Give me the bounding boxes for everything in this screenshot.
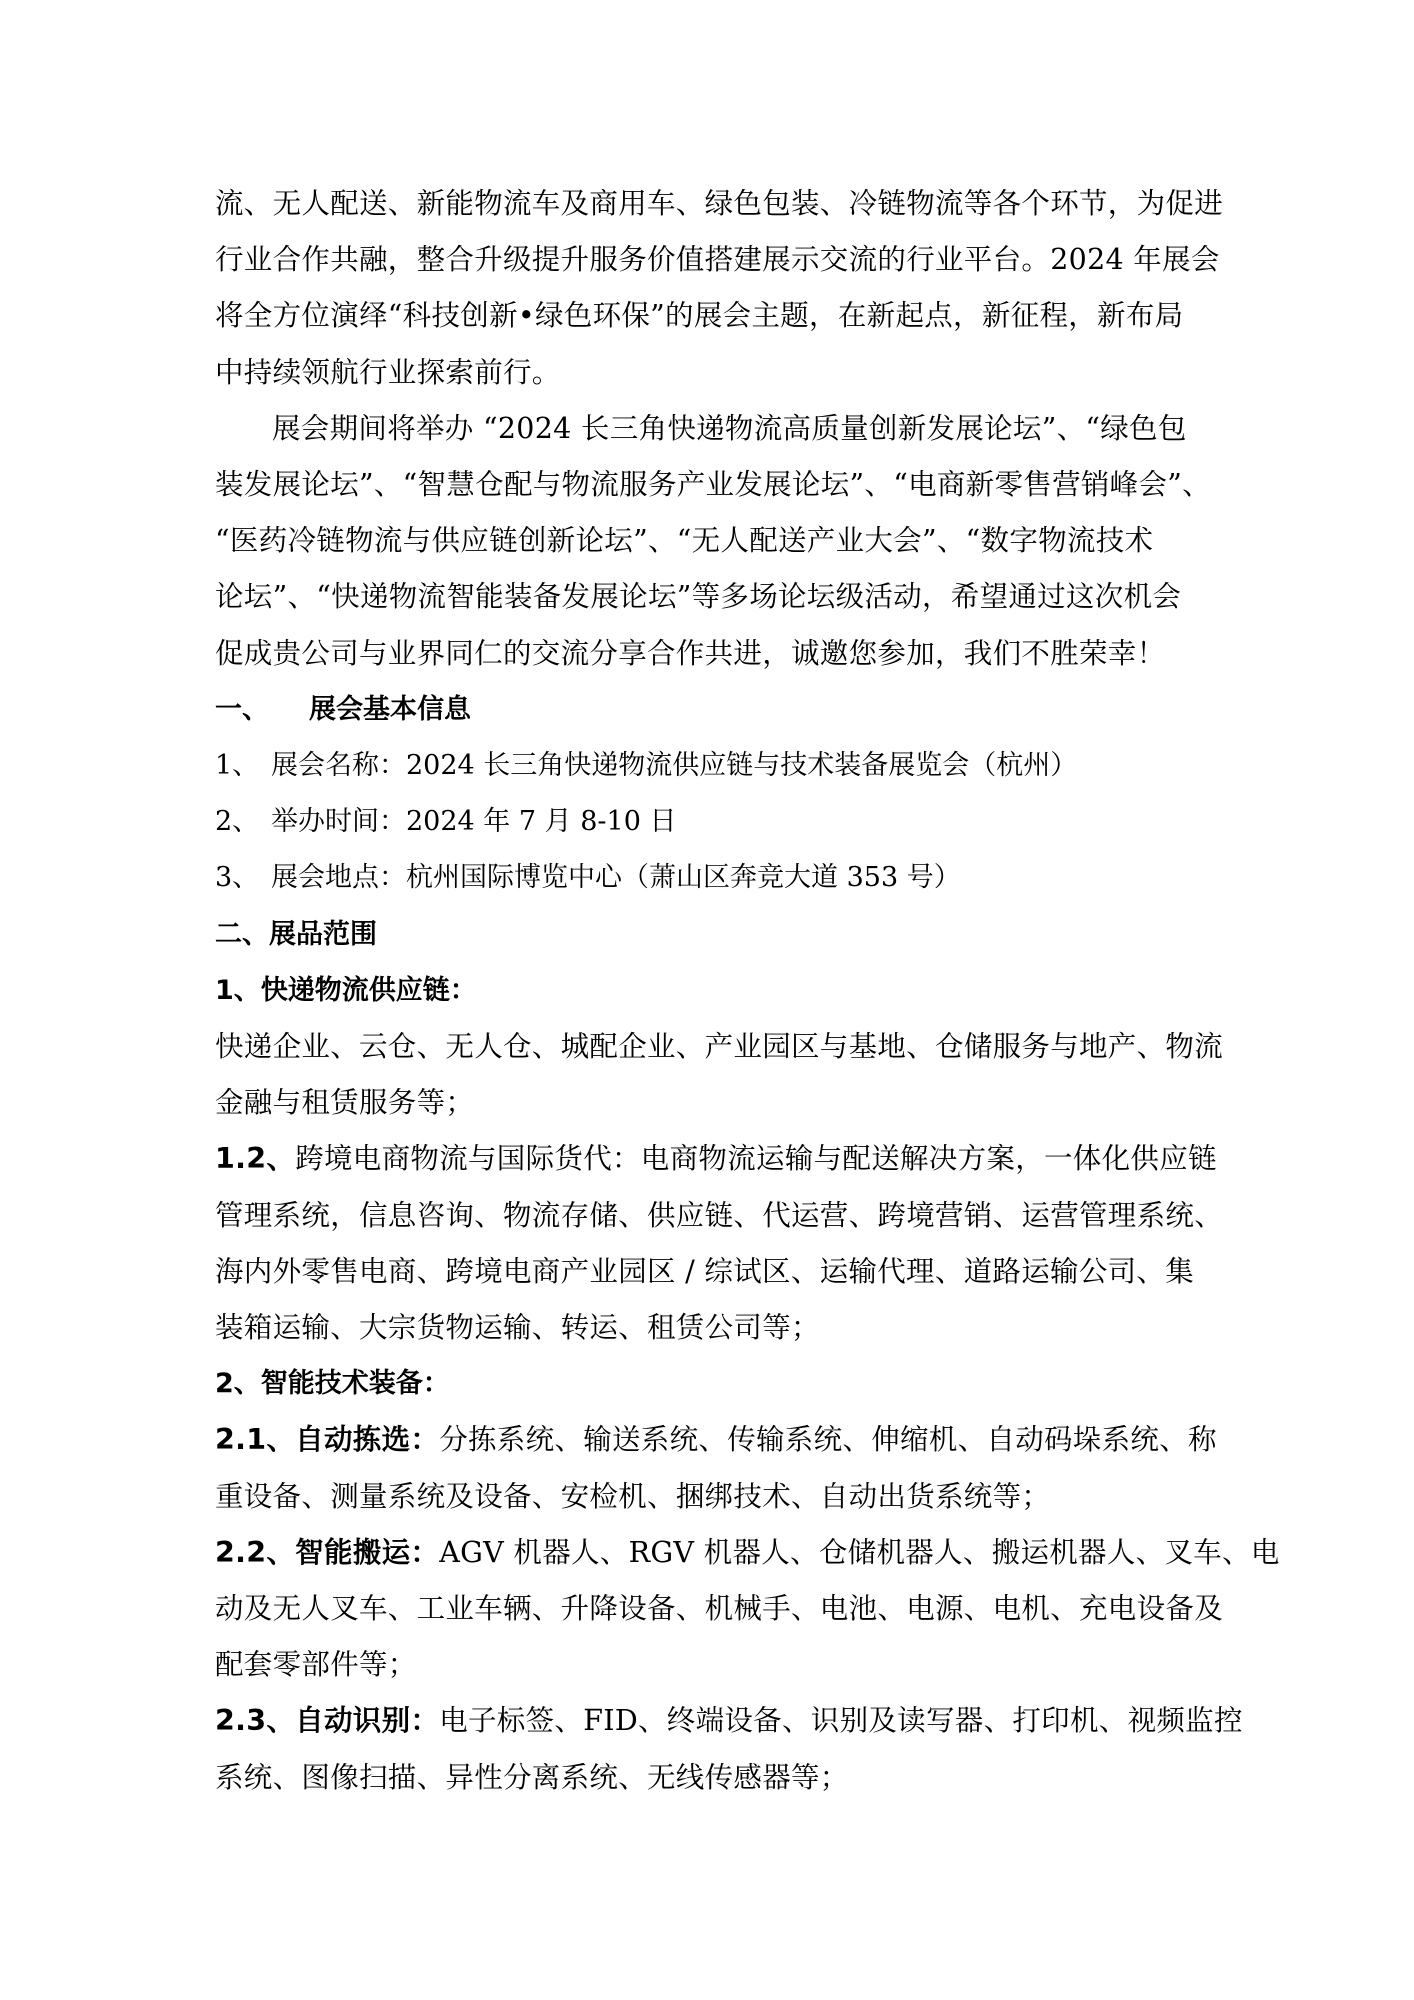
- item-text: 举办时间：2024 年 7 月 8-10 日: [271, 806, 677, 838]
- text-line: [215, 1525, 1280, 1581]
- text-line: 快递企业、云仓、无人仓、城配企业、产业园区与基地、仓储服务与地产、物流: [215, 1030, 1224, 1064]
- auto-sorting-paragraph: [215, 1412, 1217, 1524]
- item-text: 展会名称：2024 长三角快递物流供应链与技术装备展览会（杭州）: [271, 750, 1078, 782]
- intro-paragraph: [215, 176, 1224, 401]
- item-text: 展会地点：杭州国际博览中心（萧山区奔竞大道 353 号）: [271, 862, 961, 894]
- subheading-smart-equipment: 2、智能技术装备：: [215, 1368, 450, 1400]
- text-line: 管理系统，信息咨询、物流存储、供应链、代运营、跨境营销、运营管理系统、: [215, 1198, 1224, 1232]
- text-line: 系统、图像扫描、异性分离系统、无线传感器等；: [215, 1760, 849, 1794]
- express-logistics-paragraph: [215, 1019, 1224, 1131]
- text-line: 流、无人配送、新能物流车及商用车、绿色包装、冷链物流等各个环节，为促进: [215, 187, 1224, 220]
- item-text: AGV 机器人、RGV 机器人、仓储机器人、搬运机器人、叉车、电: [439, 1535, 1280, 1569]
- subheading-express-logistics: 1、快递物流供应链：: [215, 974, 477, 1006]
- text-line: 装箱运输、大宗货物运输、转运、租赁公司等；: [215, 1311, 820, 1345]
- item-number: 2、: [215, 806, 260, 838]
- text-line: 促成贵公司与业界同仁的交流分享合作共进，诚邀您参加，我们不胜荣幸！: [215, 636, 1166, 670]
- text-line: 海内外零售电商、跨境电商产业园区 / 综试区、运输代理、道路运输公司、集: [215, 1254, 1195, 1288]
- info-item-time: [215, 794, 1205, 850]
- section-heading-exhibit-scope: 二、展品范围: [215, 918, 377, 950]
- text-line: 配套零部件等；: [215, 1648, 417, 1682]
- text-line: 重设备、测量系统及设备、安检机、捆绑技术、自动出货系统等；: [215, 1479, 1051, 1513]
- text-line: “医药冷链物流与供应链创新论坛”、“无人配送产业大会”、“数字物流技术: [215, 524, 1154, 558]
- smart-handling-paragraph: [215, 1525, 1280, 1694]
- item-lead: 2.2、智能搬运：: [215, 1535, 440, 1569]
- text-line: 金融与租赁服务等；: [215, 1086, 475, 1120]
- item-text: 电子标签、FID、终端设备、识别及读写器、打印机、视频监控: [439, 1704, 1243, 1738]
- text-line: 将全方位演绎“科技创新•绿色环保”的展会主题，在新起点，新征程，新布局: [215, 299, 1184, 333]
- section-number: 一、: [215, 693, 269, 725]
- item-lead: 2.1、自动拣选：: [215, 1423, 440, 1457]
- section-title: 展会基本信息: [309, 693, 471, 725]
- document-page: [215, 176, 1280, 1806]
- info-item-venue: [215, 850, 1205, 906]
- info-item-name: [215, 738, 1205, 794]
- text-line: 中持续领航行业探索前行。: [215, 355, 561, 389]
- item-number: 3、: [215, 862, 260, 894]
- text-line: 动及无人叉车、工业车辆、升降设备、机械手、电池、电源、电机、充电设备及: [215, 1592, 1224, 1626]
- item-text: 分拣系统、输送系统、传输系统、伸缩机、自动码垛系统、称: [439, 1423, 1217, 1457]
- text-line: [215, 1693, 1243, 1749]
- auto-identification-paragraph: [215, 1693, 1243, 1805]
- item-number: 1、: [215, 750, 260, 782]
- text-line: [215, 1131, 1217, 1187]
- text-line: 展会期间将举办 “2024 长三角快递物流高质量创新发展论坛”、“绿色包: [272, 411, 1187, 445]
- text-line: 装发展论坛”、“智慧仓配与物流服务产业发展论坛”、“电商新零售营销峰会”、: [215, 468, 1211, 502]
- section-heading-basic-info: [215, 682, 1205, 738]
- cross-border-paragraph: [215, 1131, 1224, 1356]
- forums-paragraph: [215, 401, 1211, 682]
- item-lead: 2.3、自动识别：: [215, 1704, 440, 1738]
- text-line: 论坛”、“快递物流智能装备发展论坛”等多场论坛级活动，希望通过这次机会: [215, 580, 1182, 614]
- item-text: 跨境电商物流与国际货代：电商物流运输与配送解决方案，一体化供应链: [295, 1142, 1217, 1176]
- item-lead: 1.2、: [215, 1142, 296, 1176]
- text-line: 行业合作共融，整合升级提升服务价值搭建展示交流的行业平台。2024 年展会: [215, 243, 1220, 277]
- text-line: [215, 1412, 1217, 1468]
